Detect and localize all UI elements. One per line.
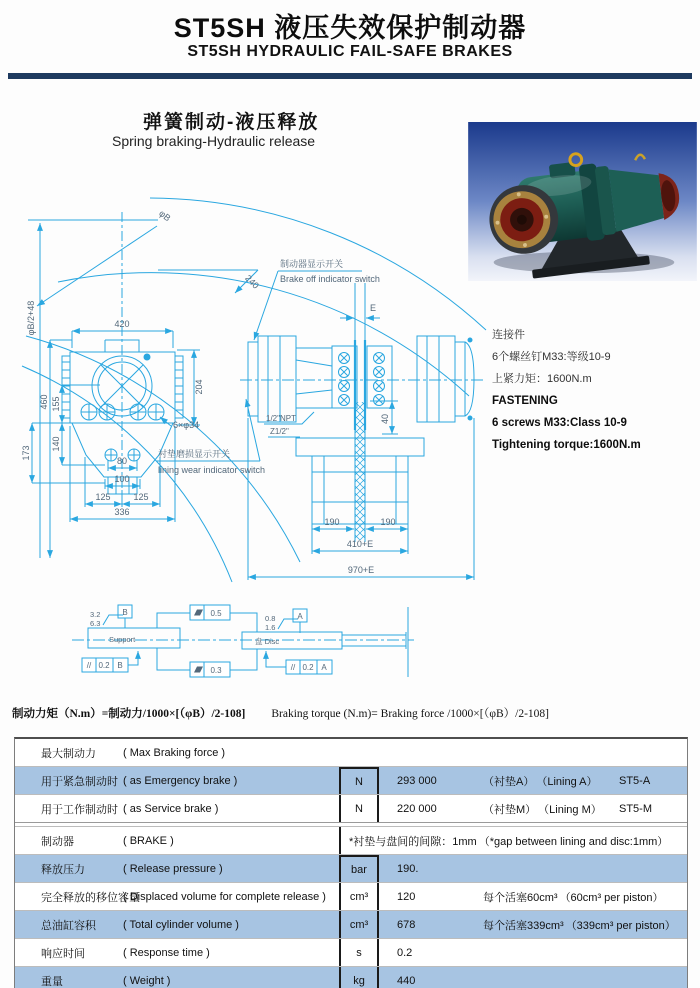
row-label-cn: 制动器 [41, 835, 74, 848]
tol-left-ref: B [117, 661, 123, 670]
row-model: ST5-M [619, 802, 652, 815]
fastening-en-3: Tightening torque:1600N.m [492, 439, 641, 451]
row-label-cn: 释放压力 [41, 863, 85, 876]
row-note-cn: *衬垫与盘间的间隙：1mm [349, 835, 477, 848]
row-label-en: ( Release pressure ) [123, 862, 223, 875]
row-label-en: ( Response time ) [123, 946, 210, 959]
row-label-cn: 重量 [41, 975, 63, 988]
braking-torque-formula [12, 705, 688, 721]
table-row-brake [15, 826, 687, 854]
dim-173: 173 [21, 445, 31, 461]
dim-336: 336 [114, 507, 130, 517]
engineering-drawing [10, 190, 490, 705]
dim-125-left: 125 [95, 492, 111, 502]
fastening-cn-3: 上紧力矩：1600N.m [492, 373, 592, 385]
row-note-en: （Lining A） [536, 775, 598, 788]
table-row-response-time [15, 938, 687, 966]
label-brake-off-switch-en: Brake off indicator switch [280, 274, 380, 284]
row-label-cn: 响应时间 [41, 947, 85, 960]
row-unit: N [339, 795, 379, 822]
drawing-linework [22, 198, 486, 677]
row-unit: cm³ [339, 911, 379, 938]
row-label-en: ( Max Braking force ) [123, 746, 226, 759]
row-note-en: （339cm³ per piston） [565, 919, 676, 932]
table-row-displaced-volume [15, 882, 687, 910]
fastening-en-2: 6 screws M33:Class 10-9 [492, 417, 627, 429]
row-note-en: （60cm³ per piston） [559, 891, 664, 904]
dim-190-right: 190 [380, 517, 396, 527]
row-label-cn: 总油缸容积 [41, 919, 96, 932]
page-title-cn: ST5SH 液压失效保护制动器 [173, 13, 527, 43]
section-subtitle-cn: 弹簧制动-液压释放 [143, 112, 320, 133]
product-photo [467, 122, 698, 281]
dim-460: 460 [39, 394, 49, 410]
row-note-cn: （衬垫A） [483, 775, 535, 788]
row-label-en: ( Weight ) [123, 974, 171, 987]
row-note-cn: 每个活塞339cm³ [483, 919, 564, 932]
row-label-cn: 用于紧急制动时 [41, 775, 118, 788]
tol-frame-bottom-value: 0.3 [210, 666, 222, 675]
section-subtitle-en: Spring braking-Hydraulic release [112, 133, 316, 149]
datum-b-label: B [122, 608, 128, 617]
row-unit: s [339, 939, 379, 966]
table-row-release-pressure [15, 854, 687, 882]
row-unit: kg [339, 967, 379, 988]
roughness-right-top: 0.8 [265, 614, 276, 623]
roughness-left-bottom: 6.3 [90, 619, 101, 628]
tol-right-value: 0.2 [302, 663, 314, 672]
row-unit: bar [339, 855, 379, 882]
table-row-max-braking-force [15, 739, 687, 766]
label-support: Support [109, 635, 136, 644]
row-note-cn: （衬垫M） [483, 803, 537, 816]
datum-a-label: A [297, 612, 303, 621]
formula-en: Braking torque (N.m)= Braking force /1000×[（φB）/2-108] [271, 708, 550, 720]
row-label-en: ( as Emergency brake ) [123, 774, 238, 787]
tol-right-symbol: // [290, 663, 296, 672]
dim-190-left: 190 [324, 517, 340, 527]
dim-410-e: 410+E [346, 539, 374, 549]
table-row-weight [15, 966, 687, 988]
formula-cn: 制动力矩（N.m）=制动力/1000×[（φB）/2-108] [12, 708, 246, 720]
row-model: ST5-A [619, 774, 651, 787]
dim-140: 140 [51, 436, 61, 452]
row-value: 190. [397, 862, 419, 875]
row-note-en: （*gap between lining and disc:1mm） [478, 835, 669, 848]
row-label-cn: 完全释放的移位容量 [41, 891, 140, 904]
label-brake-off-switch-cn: 制动器显示开关 [280, 259, 344, 269]
fastening-cn-1: 连接件 [492, 329, 525, 341]
header-divider-bar [8, 73, 692, 79]
label-lining-wear-switch-en: lining wear indicator switch [158, 465, 266, 475]
dim-e: E [369, 303, 377, 313]
table-row-emergency-brake [15, 766, 687, 794]
dim-40: 40 [380, 413, 390, 425]
row-unit: N [339, 767, 379, 794]
label-npt-port: 1/2"NPT [266, 414, 296, 423]
dim-420: 420 [114, 319, 130, 329]
row-value: 220 000 [397, 802, 437, 815]
label-z-half: Z1/2" [270, 427, 289, 436]
row-value: 293 000 [397, 774, 437, 787]
row-value: 678 [397, 918, 416, 931]
table-row-service-brake [15, 794, 687, 822]
fastening-spec-block [492, 324, 641, 456]
label-lining-wear-switch-cn: 衬垫磨损显示开关 [158, 449, 231, 459]
dim-240: 240 [243, 273, 261, 291]
tol-left-value: 0.2 [98, 661, 110, 670]
row-label-cn: 最大制动力 [41, 747, 96, 760]
dim-970-e: 970+E [347, 565, 375, 575]
page-title-en: ST5SH HYDRAULIC FAIL-SAFE BRAKES [187, 43, 513, 60]
row-unit: cm³ [339, 883, 379, 910]
dim-80: 80 [116, 456, 128, 466]
row-label-en: ( as Service brake ) [123, 802, 219, 815]
dim-100: 100 [114, 474, 130, 484]
dim-bolt-holes: 6×φ34 [173, 420, 200, 430]
dim-125-right: 125 [133, 492, 149, 502]
row-label-en: ( Displaced volume for complete release ) [123, 890, 326, 903]
label-disc: 盘 Disc [255, 637, 280, 646]
row-label-cn: 用于工作制动时 [41, 803, 118, 816]
tol-frame-top-value: 0.5 [210, 609, 222, 618]
tol-right-ref: A [321, 663, 327, 672]
dim-155: 155 [51, 396, 61, 412]
dim-204: 204 [194, 379, 204, 395]
tol-left-symbol: // [86, 661, 92, 670]
spec-table [14, 737, 688, 988]
row-note-en: （Lining M） [538, 803, 602, 816]
row-label-en: ( BRAKE ) [123, 834, 174, 847]
dim-phi-b2-48: φB/2+48 [26, 300, 36, 336]
roughness-left-top: 3.2 [90, 610, 101, 619]
fastening-en-1: FASTENING [492, 395, 558, 407]
roughness-right-bottom: 1.6 [265, 623, 276, 632]
row-note-cn: 每个活塞60cm³ [483, 891, 558, 904]
row-value: 0.2 [397, 946, 413, 959]
table-row-total-cylinder-volume [15, 910, 687, 938]
fastening-cn-2: 6个螺丝钉M33:等级10-9 [492, 351, 611, 363]
dim-phi-b: φB [157, 208, 173, 224]
row-label-en: ( Total cylinder volume ) [123, 918, 239, 931]
row-value: 120 [397, 890, 416, 903]
row-value: 440 [397, 974, 416, 987]
